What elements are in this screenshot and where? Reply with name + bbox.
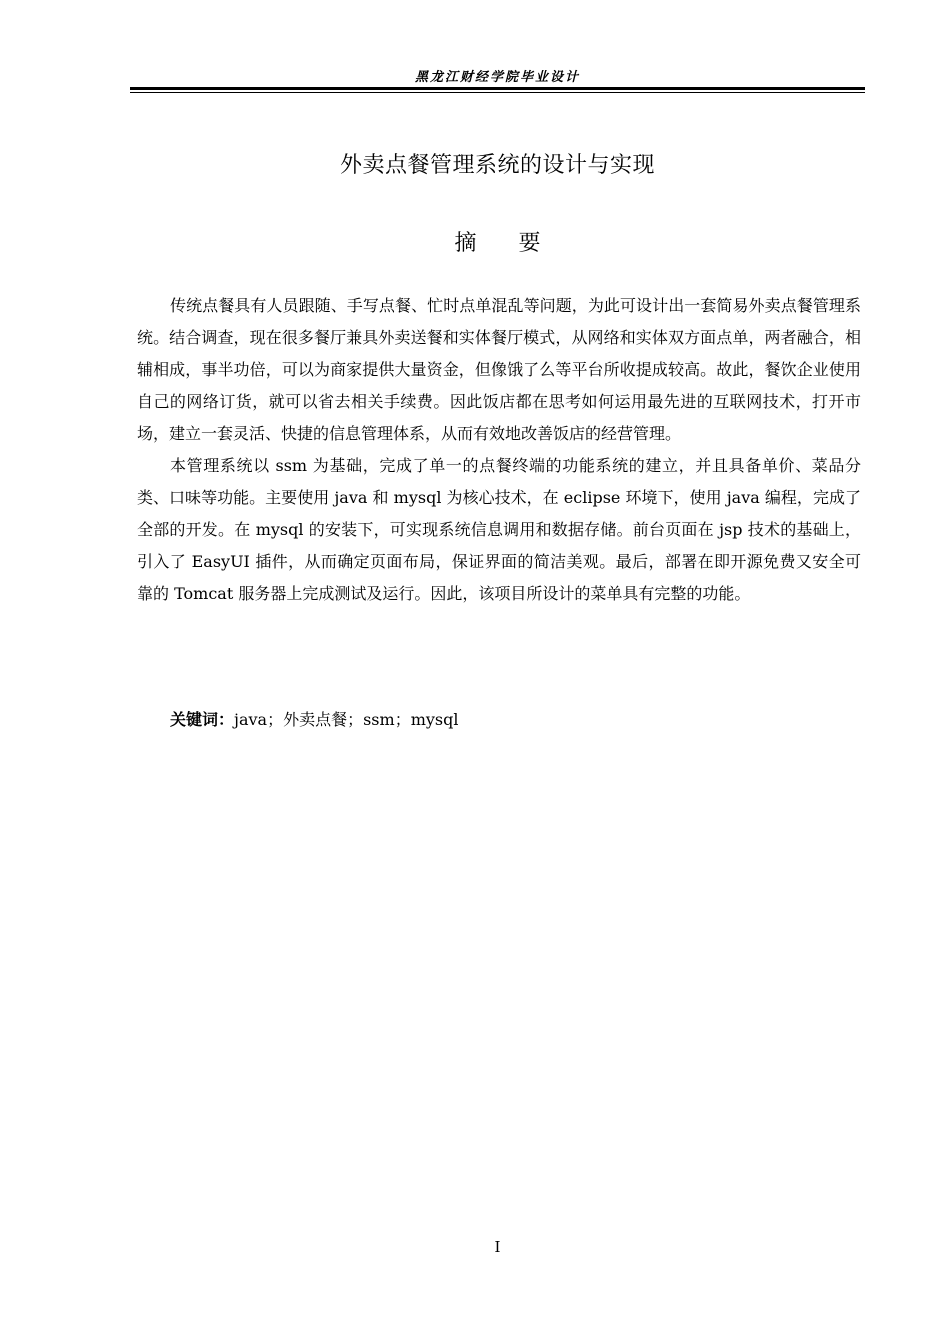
running-header: 黑龙江财经学院毕业设计 bbox=[414, 70, 580, 85]
header-rule-thin bbox=[130, 92, 865, 93]
document-title: 外卖点餐管理系统的设计与实现 bbox=[339, 153, 655, 178]
header-rule-thick bbox=[130, 87, 865, 90]
page-number: I bbox=[494, 1238, 501, 1256]
keywords-line bbox=[170, 706, 458, 734]
abstract-body bbox=[137, 290, 861, 610]
abstract-paragraph-1: 传统点餐具有人员跟随、手写点餐、忙时点单混乱等问题，为此可设计出一套简易外卖点餐管理系统。结合调查，现在很多餐厅兼具外卖送餐和实体餐厅模式，从网络和实体双方面点单，两者融合，相辅相成，事半功倍，可以为商家提供大量资金，但像饿了么等平台所收提成较高。故此，餐饮企业使用自己的网络订货，就可以省去相关手续费。因此饭店都在思考如何运用最先进的互联网技术，打开市场，建立一套灵活、快捷的信息管理体系，从而有效地改善饭店的经营管理。 bbox=[137, 296, 861, 443]
keywords-label: 关键词： bbox=[170, 710, 235, 729]
keywords-value: java；外卖点餐；ssm；mysql bbox=[234, 710, 459, 729]
abstract-paragraph-2: 本管理系统以 ssm 为基础，完成了单一的点餐终端的功能系统的建立，并且具备单价、菜品分类、口味等功能。主要使用 java 和 mysql 为核心技术，在 eclipse 环境下，使用 java 编程，完成了全部的开发。在 mysql 的安装下，可实现系统信息调用和数据存储。前台页面在 jsp 技术的基础上，引入了 EasyUI 插件，从而确定页面布局，保证界面的简洁美观。最后，部署在即开源免费又安全可靠的 Tomcat 服务器上完成测试及运行。因此，该项目所设计的菜单具有完整的功能。 bbox=[137, 456, 861, 603]
abstract-heading: 摘 要 bbox=[454, 231, 541, 256]
